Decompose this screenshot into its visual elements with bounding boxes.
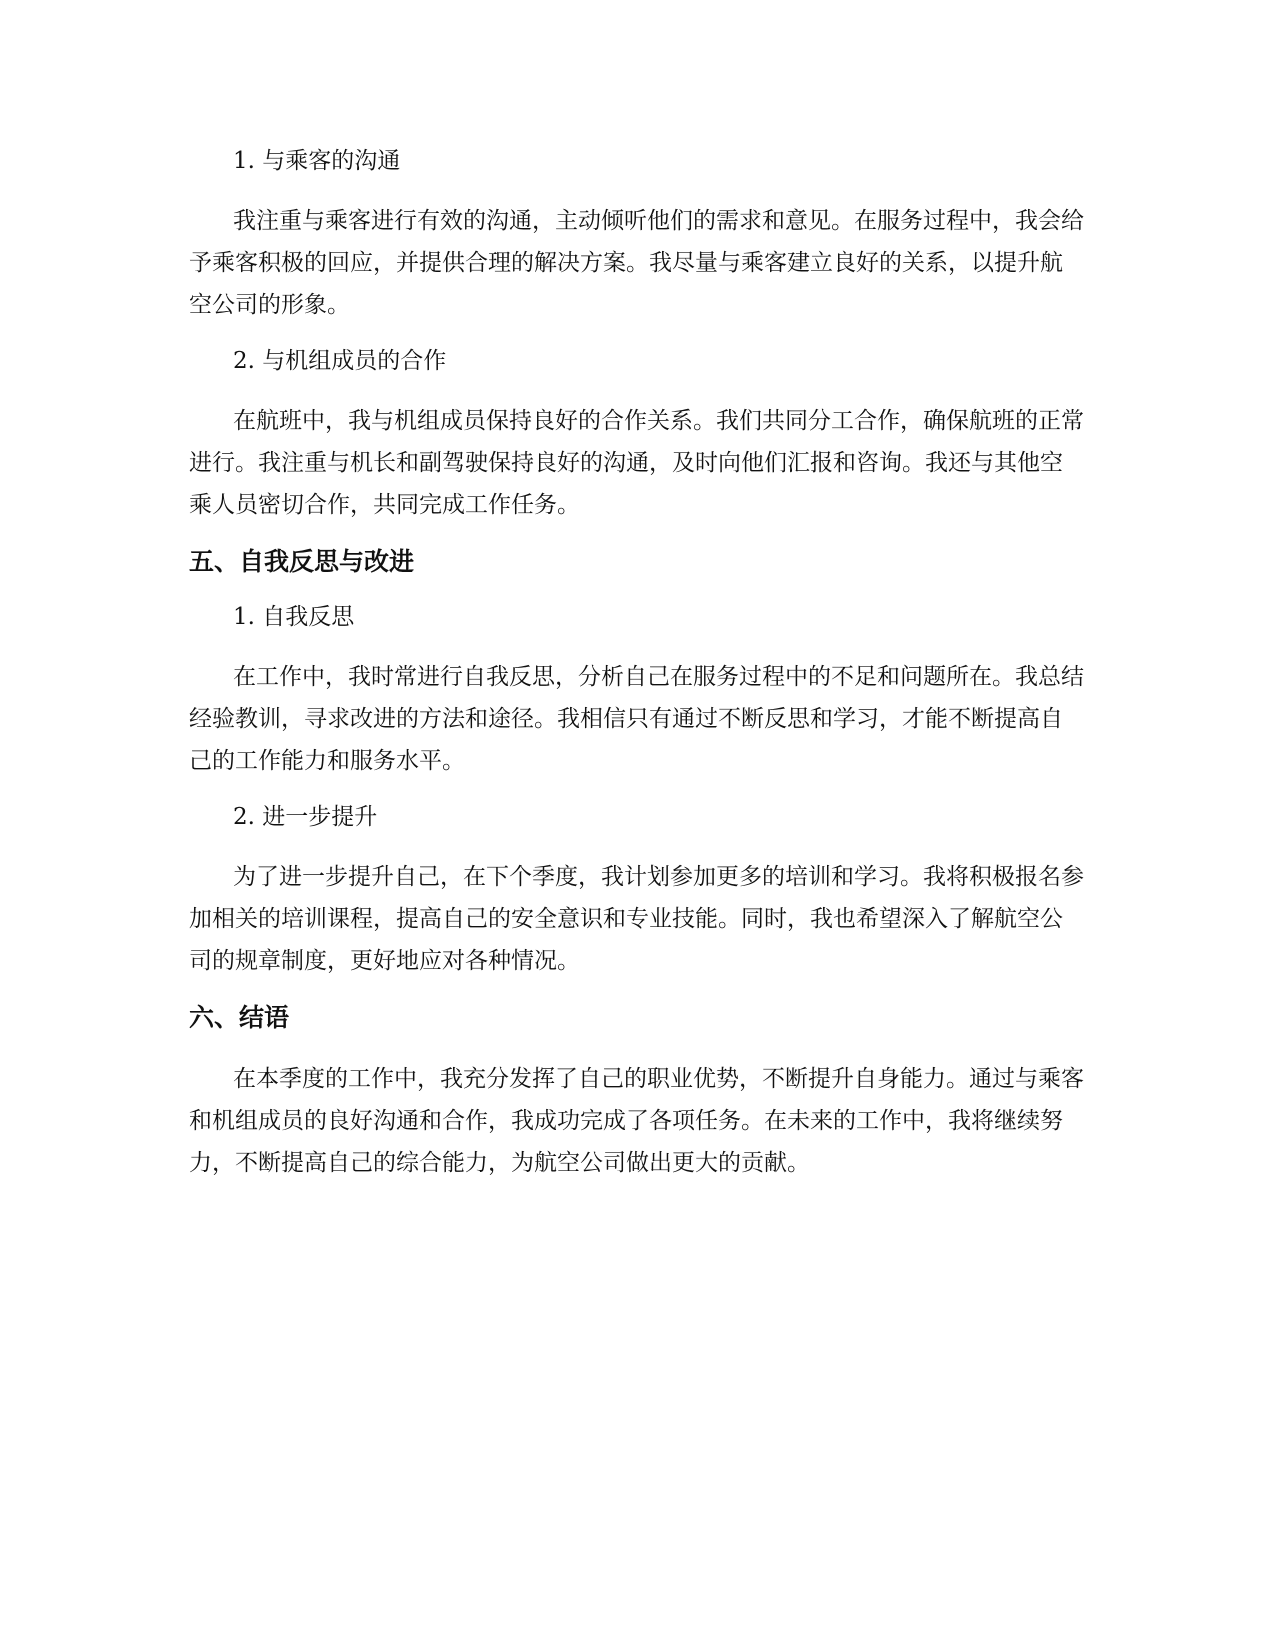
subheading-further-improvement: 2. 进一步提升 [233, 804, 378, 830]
paragraph-conclusion: 在本季度的工作中，我充分发挥了自己的职业优势，不断提升自身能力。通过与乘客和机组成员的良好沟通和合作，我成功完成了各项任务。在未来的工作中，我将继续努力，不断提高自己的综合能力，为航空公司做出更大的贡献。 [189, 1066, 1084, 1176]
paragraph-self-reflection: 在工作中，我时常进行自我反思，分析自己在服务过程中的不足和问题所在。我总结经验教训，寻求改进的方法和途径。我相信只有通过不断反思和学习，才能不断提高自己的工作能力和服务水平。 [189, 664, 1084, 774]
paragraph-passenger-communication: 我注重与乘客进行有效的沟通，主动倾听他们的需求和意见。在服务过程中，我会给予乘客积极的回应，并提供合理的解决方案。我尽量与乘客建立良好的关系，以提升航空公司的形象。 [189, 208, 1084, 318]
subheading-passenger-communication: 1. 与乘客的沟通 [233, 148, 401, 174]
section-title-conclusion: 六、结语 [189, 1003, 290, 1032]
subheading-crew-cooperation: 2. 与机组成员的合作 [233, 348, 447, 374]
document-body [189, 146, 1085, 1204]
paragraph-crew-cooperation: 在航班中，我与机组成员保持良好的合作关系。我们共同分工合作，确保航班的正常进行。我注重与机长和副驾驶保持良好的沟通，及时向他们汇报和咨询。我还与其他空乘人员密切合作，共同完成工作任务。 [189, 408, 1084, 518]
section-title-self-reflection: 五、自我反思与改进 [189, 547, 415, 576]
subheading-self-reflection: 1. 自我反思 [233, 604, 355, 630]
paragraph-further-improvement: 为了进一步提升自己，在下个季度，我计划参加更多的培训和学习。我将积极报名参加相关的培训课程，提高自己的安全意识和专业技能。同时，我也希望深入了解航空公司的规章制度，更好地应对各种情况。 [189, 864, 1084, 974]
